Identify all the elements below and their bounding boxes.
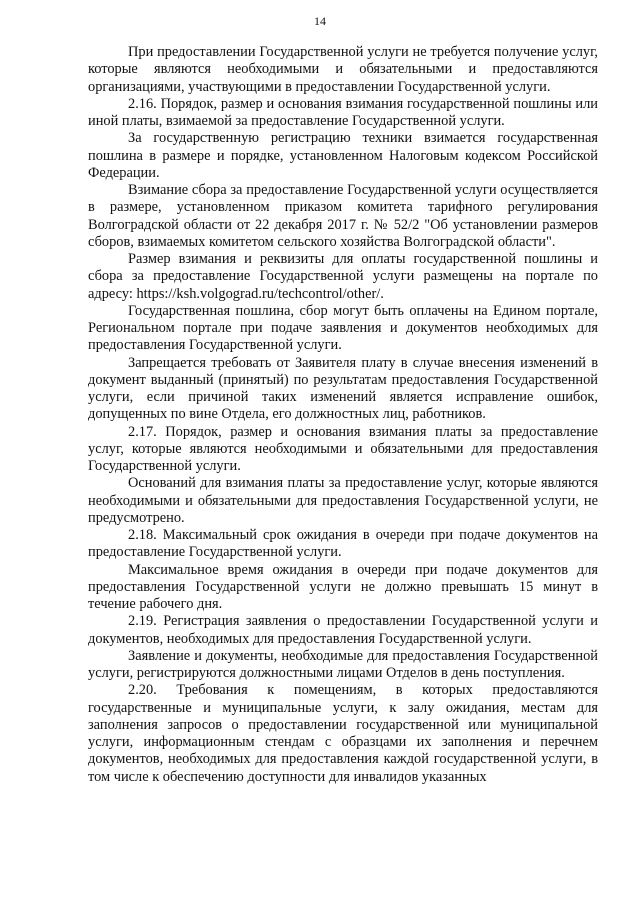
paragraph-service-charge: Взимание сбора за предоставление Государственной услуги осуществляется в размере, установленном приказом комитета тарифного регулирования Волгоградской области от 22 декабря 2017 г. № 52/2 "Об установлении размеров сборов, взимаемых комитетом сельского хозяйства Волгоградской области". [88, 182, 598, 250]
paragraph-correction-no-fee: Запрещается требовать от Заявителя плату в случае внесения изменений в документ выданный (принятый) по результатам предоставления Государственной услуги, если причиной таких изменений является исправление ошибок, допущенных по вине Отдела, его должностных лиц, работников. [88, 354, 598, 423]
paragraph-registration-fee: За государственную регистрацию техники взимается государственная пошлина в размере и порядке, установленном Налоговым кодексом Российской Федерации. [88, 130, 598, 181]
paragraph-no-additional-services: При предоставлении Государственной услуги не требуется получение услуг, которые являются необходимыми и обязательными и предоставляются организациями, участвующими в предоставлении Государственной услуги. [88, 44, 598, 95]
paragraph-no-fee-grounds: Оснований для взимания платы за предоставление услуг, которые являются необходимыми и обязательными для предоставления Государственной услуги, не предусмотрено. [88, 475, 598, 526]
section-heading-2-18: 2.18. Максимальный срок ожидания в очереди при подаче документов на предоставление Государственной услуги. [88, 527, 598, 561]
page-number: 14 [314, 14, 326, 28]
paragraph-online-payment: Государственная пошлина, сбор могут быть оплачены на Едином портале, Региональном портале при подаче заявления и документов необходимых для предоставления Государственной услуги. [88, 302, 598, 354]
section-heading-2-19: 2.19. Регистрация заявления о предоставлении Государственной услуги и документов, необходимых для предоставления Государственной услуги. [88, 613, 598, 647]
document-body [88, 44, 598, 786]
paragraph-payment-details: Размер взимания и реквизиты для оплаты государственной пошлины и сбора за предоставление Государственной услуги размещены на портале по адресу: https://ksh.volgograd.ru/techcontrol/other/. [88, 251, 598, 302]
section-heading-2-17: 2.17. Порядок, размер и основания взимания платы за предоставление услуг, которые являются необходимыми и обязательными для предоставления Государственной услуги. [88, 423, 598, 474]
paragraph-application-registration: Заявление и документы, необходимые для предоставления Государственной услуги, регистрируются должностными лицами Отделов в день поступления. [88, 647, 598, 681]
section-heading-2-16: 2.16. Порядок, размер и основания взимания государственной пошлины или иной платы, взимаемой за предоставление Государственной услуги. [88, 95, 598, 129]
section-heading-2-20: 2.20. Требования к помещениям, в которых предоставляются государственные и муниципальные услуги, к залу ожидания, местам для заполнения запросов о предоставлении государственной или муниципальной услуги, информационным стендам с образцами их заполнения и перечнем документов, необходимых для предоставления каждой государственной услуги, в том числе к обеспечению доступности для инвалидов указанных [88, 682, 598, 785]
paragraph-max-wait-time: Максимальное время ожидания в очереди при подаче документов для предоставления Государственной услуги не должно превышать 15 минут в течение рабочего дня. [88, 561, 598, 612]
